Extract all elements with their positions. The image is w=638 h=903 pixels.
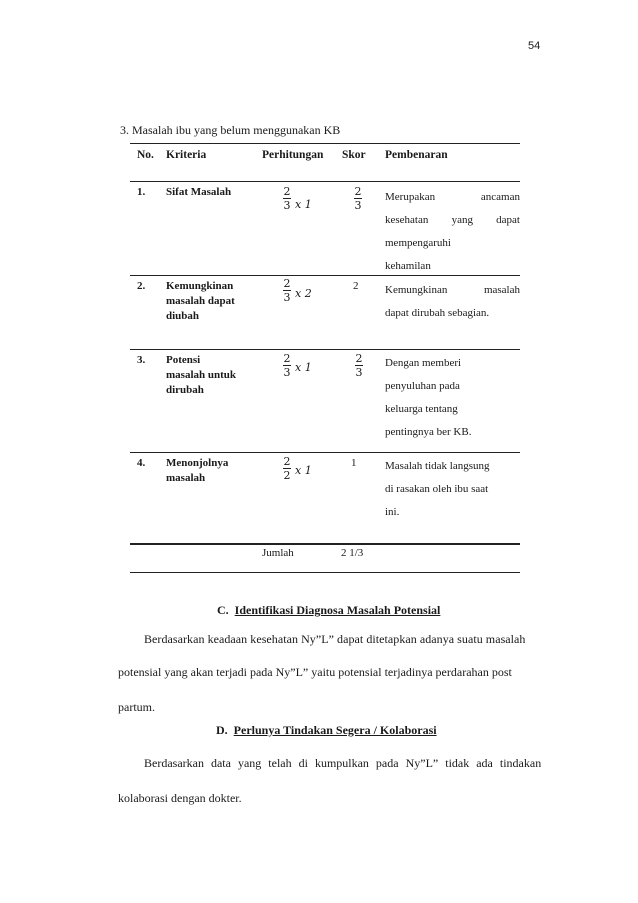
header-kriteria: Kriteria — [166, 149, 207, 161]
skor-fraction: 2 3 — [354, 185, 362, 212]
table-heading: 3. Masalah ibu yang belum menggunakan KB — [120, 123, 341, 137]
section-d-title: D. Perlunya Tindakan Segera / Kolaborasi — [216, 723, 437, 737]
row-pembenaran: Merupakan ancaman kesehatan yang dapat mempengaruhi kehamilan — [385, 191, 520, 272]
section-d-paragraph-line-1: Berdasarkan data yang telah di kumpulkan pada Ny”L” tidak ada tindakan — [144, 756, 542, 770]
header-pembenaran: Pembenaran — [385, 149, 448, 161]
row-pembenaran: Dengan memberi penyuluhan pada keluarga tentang pentingnya ber KB. — [385, 357, 472, 438]
total-label: Jumlah — [262, 547, 294, 559]
row-no: 3. — [137, 354, 146, 366]
section-d-paragraph-line-2: kolaborasi dengan dokter. — [118, 791, 242, 805]
row-skor: 2 — [353, 280, 359, 292]
row-no: 4. — [137, 457, 146, 469]
header-perhitungan: Perhitungan — [262, 149, 324, 161]
row-kriteria: Menonjolnya masalah — [166, 457, 229, 484]
row-rule — [130, 452, 520, 453]
perhitungan-fraction: 2 3 — [283, 185, 291, 212]
row-pembenaran: Masalah tidak langsung di rasakan oleh ibu saat ini. — [385, 460, 490, 518]
perhitungan-fraction: 2 2 — [283, 455, 291, 482]
perhitungan-fraction: 2 3 — [283, 277, 291, 304]
section-c-paragraph-line-1: Berdasarkan keadaan kesehatan Ny”L” dapat ditetapkan adanya suatu masalah — [144, 632, 526, 646]
perhitungan-multiplier: x 1 — [295, 198, 312, 211]
perhitungan-multiplier: x 2 — [295, 287, 312, 300]
perhitungan-fraction: 2 3 — [283, 352, 291, 379]
row-kriteria: Kemungkinan masalah dapat diubah — [166, 280, 235, 322]
section-c-title: C. Identifikasi Diagnosa Masalah Potensial — [217, 603, 441, 617]
section-c-paragraph-line-2: potensial yang akan terjadi pada Ny”L” yaitu potensial terjadinya perdarahan post — [118, 665, 512, 679]
row-no: 1. — [137, 186, 146, 198]
table-top-rule — [130, 143, 520, 144]
total-value: 2 1/3 — [341, 547, 364, 559]
header-rule — [130, 181, 520, 182]
section-c-paragraph-line-3: partum. — [118, 700, 155, 714]
row-kriteria: Sifat Masalah — [166, 186, 232, 198]
skor-fraction: 2 3 — [355, 352, 363, 379]
row-pembenaran: Kemungkinan masalah dapat dirubah sebagian. — [385, 284, 520, 319]
row-rule — [130, 349, 520, 350]
table-bottom-rule — [130, 572, 520, 573]
header-skor: Skor — [342, 149, 366, 161]
page-number: 54 — [528, 40, 541, 52]
row-no: 2. — [137, 280, 146, 292]
perhitungan-multiplier: x 1 — [295, 464, 312, 477]
total-rule — [130, 543, 520, 545]
row-kriteria: Potensi masalah untuk dirubah — [166, 354, 237, 396]
header-no: No. — [137, 149, 154, 161]
perhitungan-multiplier: x 1 — [295, 361, 312, 374]
row-rule — [130, 275, 520, 276]
row-skor: 1 — [351, 457, 357, 469]
